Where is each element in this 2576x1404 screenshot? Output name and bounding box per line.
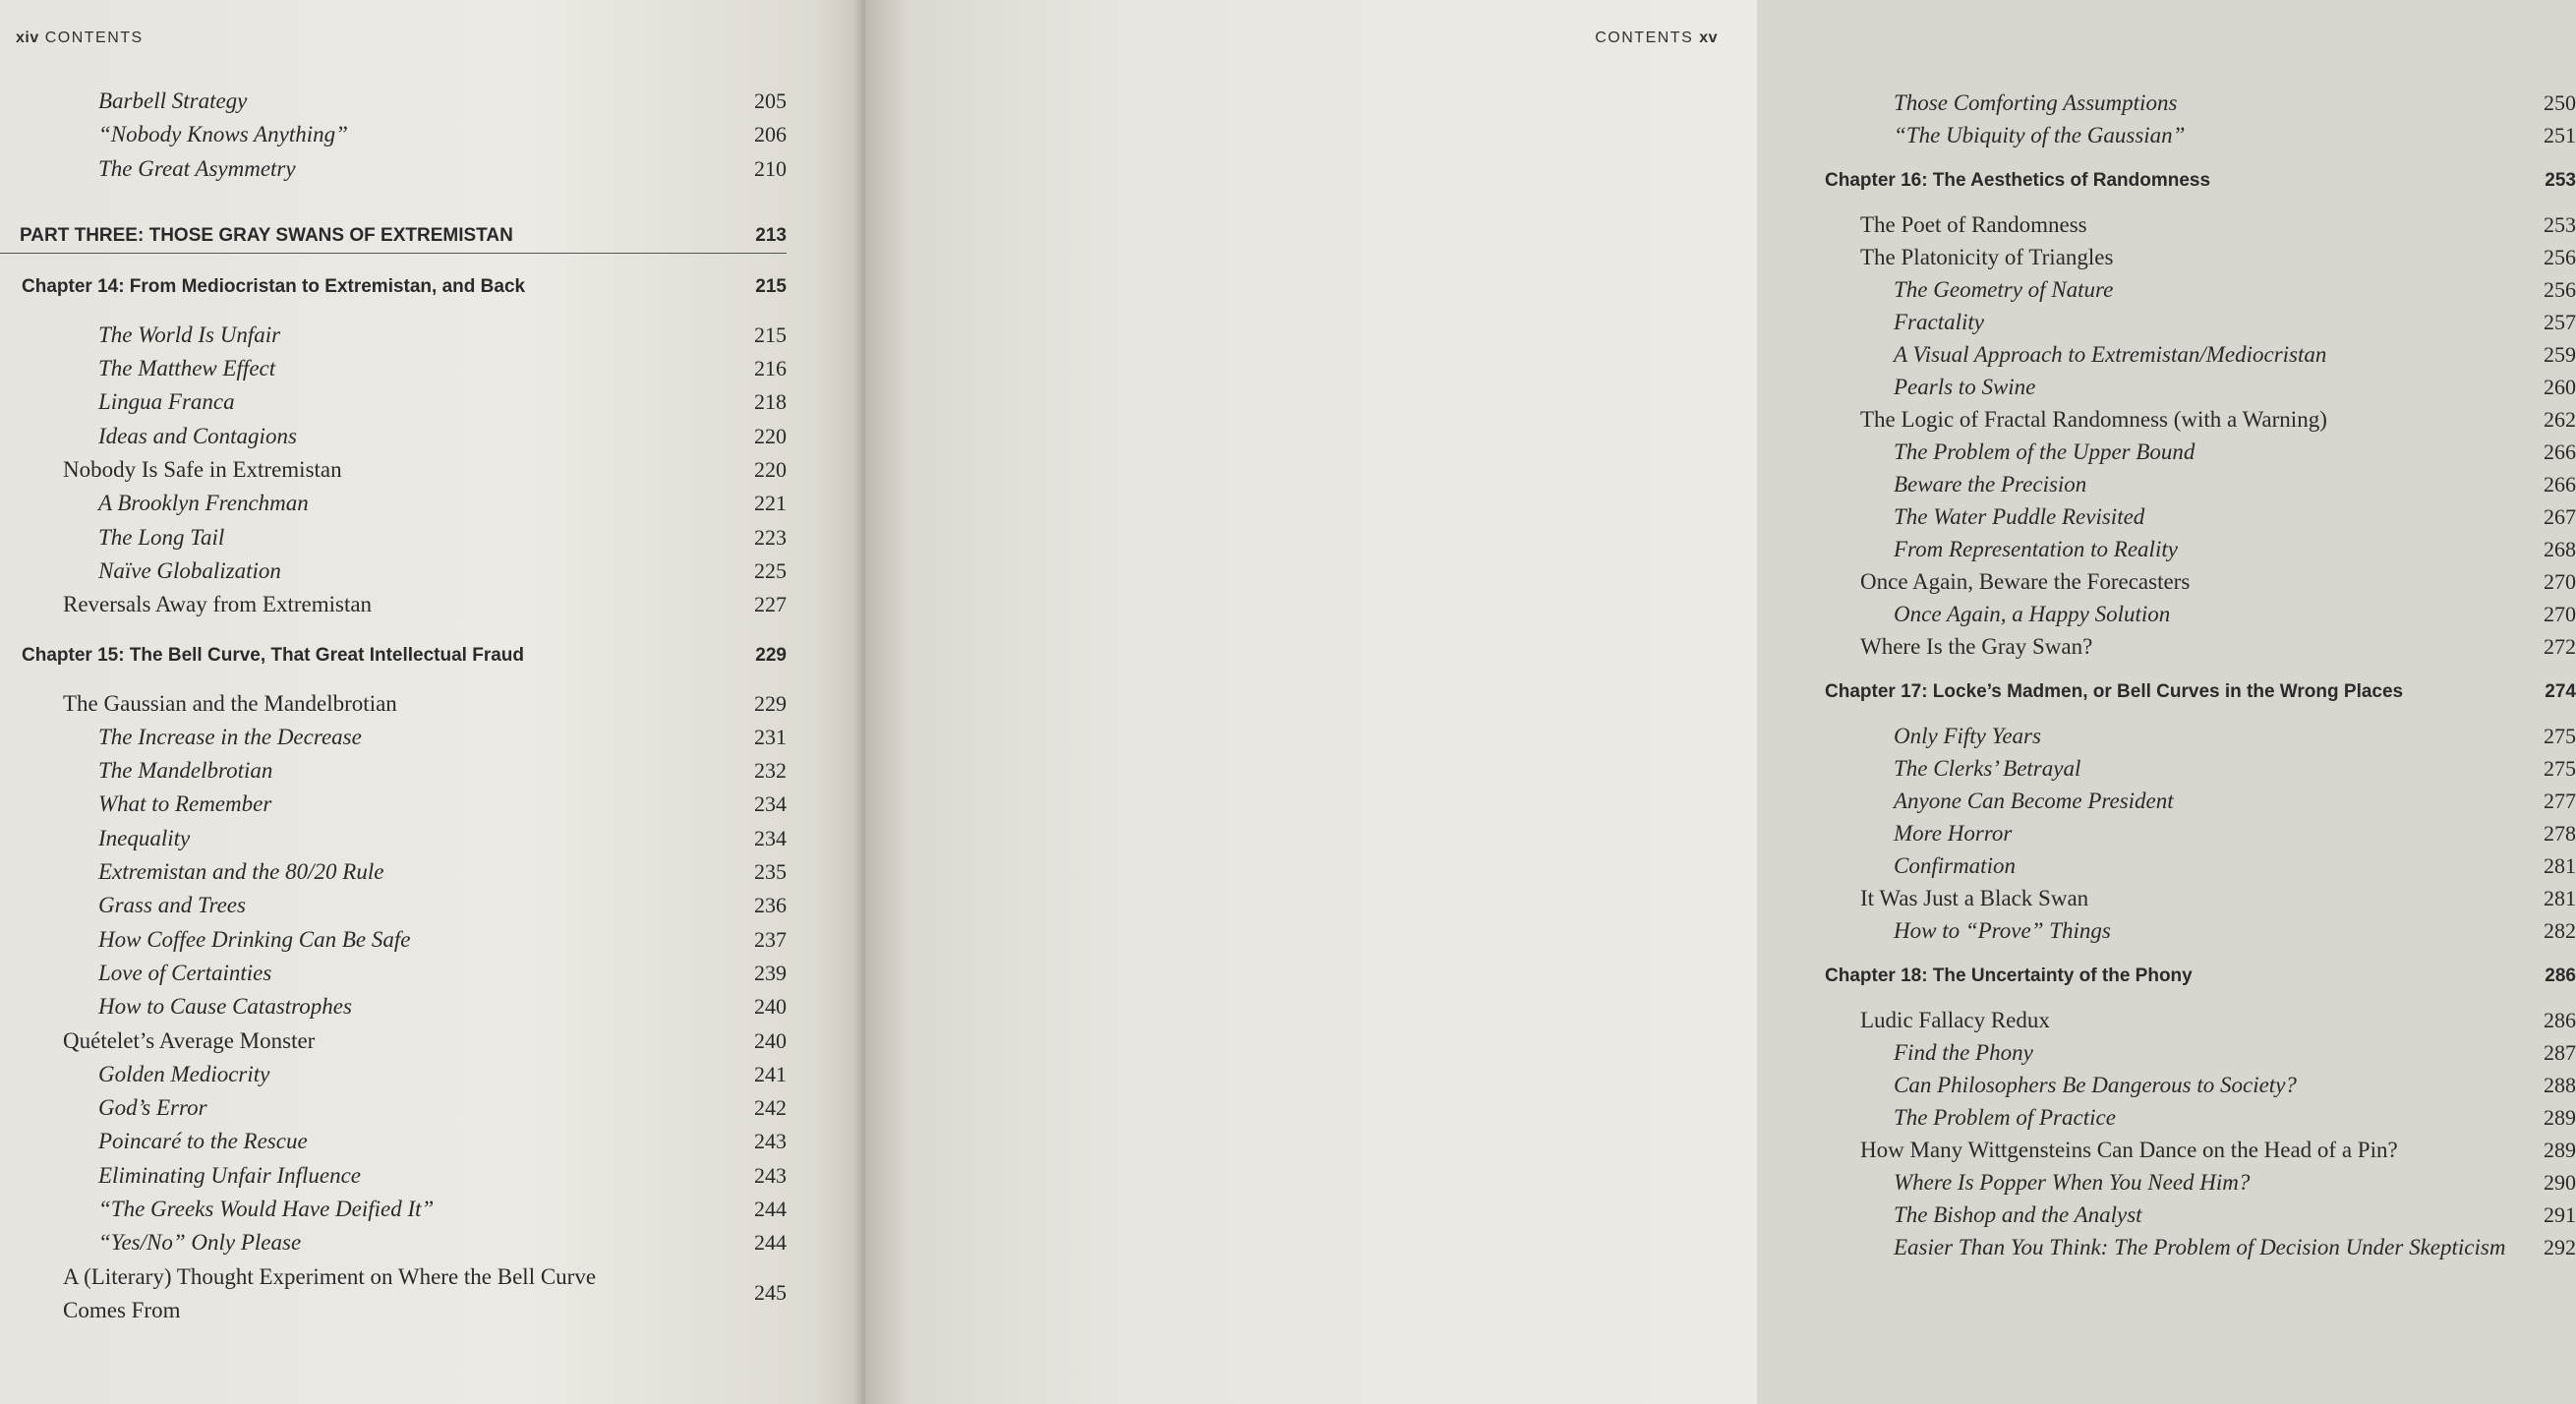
- toc-subsection: [1819, 119, 2576, 151]
- toc-page-number: 267: [2544, 504, 2576, 529]
- toc-title: God’s Error: [98, 1095, 207, 1121]
- toc-title: The Problem of the Upper Bound: [1894, 439, 2195, 464]
- toc-subsection: [0, 420, 787, 453]
- toc-page-number: 218: [754, 389, 787, 415]
- toc-subsection: [0, 385, 787, 419]
- toc-page-number: 253: [2545, 170, 2576, 191]
- toc-page-number: 270: [2544, 602, 2576, 626]
- toc-page-number: 266: [2544, 439, 2576, 464]
- toc-title: Love of Certainties: [98, 960, 272, 985]
- toc-subsection: [1819, 914, 2576, 947]
- toc-section: [0, 453, 787, 487]
- toc-subsection: [1819, 338, 2576, 371]
- toc-subsection: [1819, 436, 2576, 468]
- toc-subsection: [0, 1091, 787, 1125]
- toc-page-number: 274: [2545, 681, 2576, 702]
- toc-page-number: 260: [2544, 375, 2576, 399]
- toc-title: Easier Than You Think: The Problem of Decision Under Skepticism: [1894, 1235, 2506, 1259]
- toc-title: How to Cause Catastrophes: [98, 994, 352, 1020]
- toc-page-number: 231: [754, 724, 787, 749]
- toc-title: Chapter 14: From Mediocristan to Extremistan, and Back: [22, 275, 526, 297]
- toc-page-number: 242: [754, 1095, 787, 1121]
- toc-page-number: 292: [2544, 1235, 2576, 1259]
- toc-subsection: [1819, 371, 2576, 403]
- toc-title: It Was Just a Black Swan: [1860, 886, 2089, 910]
- toc-entry: [0, 1260, 787, 1327]
- toc-page-number: 290: [2544, 1170, 2576, 1195]
- toc-title: Once Again, Beware the Forecasters: [1860, 569, 2191, 594]
- toc-subsection: [0, 1125, 787, 1158]
- toc-page-number: 240: [754, 1027, 787, 1053]
- toc-subsection: [0, 319, 787, 352]
- toc-section: [1819, 403, 2576, 436]
- toc-page-number: 234: [754, 791, 787, 817]
- toc-title: Lingua Franca: [98, 389, 235, 415]
- toc-title: The Matthew Effect: [98, 356, 276, 381]
- toc-title: Anyone Can Become President: [1894, 789, 2174, 813]
- toc-chapter-heading: [0, 640, 787, 672]
- toc-title: The Poet of Randomness: [1860, 212, 2087, 237]
- toc-subsection: [1819, 87, 2576, 119]
- toc-section: [1819, 241, 2576, 273]
- left-toc-list: [0, 85, 787, 1327]
- toc-subsection: [1819, 1199, 2576, 1231]
- toc-page-number: 245: [754, 1279, 787, 1305]
- toc-subsection: [0, 1193, 787, 1226]
- toc-page-number: 229: [754, 690, 787, 716]
- right-running-title: CONTENTS: [1595, 29, 1694, 46]
- toc-page-number: 289: [2544, 1105, 2576, 1130]
- toc-page-number: 259: [2544, 342, 2576, 367]
- toc-title: The Bishop and the Analyst: [1894, 1202, 2142, 1227]
- right-running-head: [1595, 29, 1718, 47]
- toc-title: How to “Prove” Things: [1894, 918, 2111, 943]
- toc-page-number: 281: [2544, 853, 2576, 878]
- toc-title: The Geometry of Nature: [1894, 277, 2114, 302]
- toc-page-number: 227: [754, 592, 787, 617]
- toc-title: Barbell Strategy: [98, 88, 248, 113]
- toc-subsection: [0, 754, 787, 788]
- toc-title: Beware the Precision: [1894, 472, 2087, 497]
- toc-title: From Representation to Reality: [1894, 537, 2178, 561]
- toc-subsection: [0, 85, 787, 118]
- toc-section: [1819, 1134, 2576, 1166]
- toc-title: Inequality: [98, 825, 191, 850]
- toc-chapter-heading: [1819, 676, 2576, 708]
- toc-title: Poincaré to the Rescue: [98, 1129, 308, 1154]
- toc-title: Find the Phony: [1894, 1040, 2033, 1065]
- toc-section: [0, 687, 787, 721]
- toc-page-number: 243: [754, 1129, 787, 1154]
- toc-title: The Platonicity of Triangles: [1860, 245, 2114, 269]
- toc-title: The World Is Unfair: [98, 322, 281, 347]
- toc-page-number: 205: [754, 88, 787, 113]
- toc-subsection: [0, 721, 787, 754]
- left-page: [0, 0, 865, 1404]
- toc-subsection: [0, 1226, 787, 1259]
- toc-page-number: 210: [754, 155, 787, 181]
- toc-title: The Increase in the Decrease: [98, 724, 362, 749]
- toc-subsection: [0, 352, 787, 385]
- toc-title: A Brooklyn Frenchman: [98, 491, 309, 516]
- toc-title: Pearls to Swine: [1894, 375, 2036, 399]
- toc-subsection: [0, 990, 787, 1024]
- toc-subsection: [1819, 817, 2576, 849]
- toc-section: [1819, 1004, 2576, 1036]
- toc-subsection: [1819, 468, 2576, 500]
- toc-page-number: 286: [2545, 965, 2576, 986]
- toc-page-number: 240: [754, 994, 787, 1020]
- toc-title: “The Greeks Would Have Deified It”: [98, 1197, 435, 1222]
- toc-title: The Long Tail: [98, 524, 225, 550]
- toc-subsection: [1819, 1166, 2576, 1199]
- toc-page-number: 206: [754, 122, 787, 147]
- toc-page-number: 243: [754, 1162, 787, 1188]
- toc-title: Reversals Away from Extremistan: [63, 592, 373, 617]
- toc-title: Ludic Fallacy Redux: [1860, 1008, 2050, 1032]
- toc-page-number: 216: [754, 356, 787, 381]
- toc-subsection: [0, 118, 787, 151]
- toc-subsection: [1819, 1036, 2576, 1069]
- toc-page-number: 215: [754, 322, 787, 347]
- toc-title: The Gaussian and the Mandelbrotian: [63, 690, 397, 716]
- toc-subsection: [1819, 500, 2576, 533]
- toc-subsection: [0, 1058, 787, 1091]
- toc-subsection: [1819, 1101, 2576, 1134]
- toc-title: Confirmation: [1894, 853, 2016, 878]
- toc-page-number: 291: [2544, 1202, 2576, 1227]
- toc-subsection: [0, 521, 787, 555]
- right-folio: xv: [1699, 29, 1718, 46]
- right-toc-list: [1819, 87, 2576, 1263]
- toc-section: [1819, 630, 2576, 663]
- left-folio: xiv: [16, 29, 39, 46]
- toc-section: [1819, 208, 2576, 241]
- toc-section: [1819, 882, 2576, 914]
- toc-part-heading: [0, 219, 787, 254]
- toc-title: Extremistan and the 80/20 Rule: [98, 859, 384, 885]
- toc-page-number: 220: [754, 423, 787, 448]
- toc-title: Where Is Popper When You Need Him?: [1894, 1170, 2251, 1195]
- toc-page-number: 232: [754, 758, 787, 784]
- toc-subsection: [1819, 533, 2576, 565]
- toc-subsection: [1819, 720, 2576, 752]
- toc-title: Once Again, a Happy Solution: [1894, 602, 2171, 626]
- toc-title: Can Philosophers Be Dangerous to Society?: [1894, 1073, 2297, 1097]
- toc-page-number: 256: [2544, 277, 2576, 302]
- toc-title: How Many Wittgensteins Can Dance on the Head of a Pin?: [1860, 1138, 2398, 1162]
- toc-subsection: [1819, 1069, 2576, 1101]
- toc-subsection: [1819, 849, 2576, 882]
- toc-page-number: 244: [754, 1230, 787, 1256]
- toc-title: PART THREE: THOSE GRAY SWANS OF EXTREMISTAN: [20, 224, 513, 246]
- toc-subsection: [0, 855, 787, 889]
- toc-page-number: 225: [754, 557, 787, 583]
- toc-title: The Great Asymmetry: [98, 155, 296, 181]
- left-running-title: CONTENTS: [44, 29, 144, 46]
- toc-subsection: [1819, 273, 2576, 306]
- toc-title: “The Ubiquity of the Gaussian”: [1894, 123, 2186, 147]
- toc-title: Golden Mediocrity: [98, 1061, 270, 1086]
- toc-title: Chapter 17: Locke’s Madmen, or Bell Curves in the Wrong Places: [1825, 681, 2404, 702]
- toc-page-number: 220: [754, 457, 787, 483]
- toc-title: Chapter 15: The Bell Curve, That Great Intellectual Fraud: [22, 644, 525, 666]
- toc-page-number: 288: [2544, 1073, 2576, 1097]
- toc-title: The Water Puddle Revisited: [1894, 504, 2145, 529]
- toc-page-number: 281: [2544, 886, 2576, 910]
- toc-title: Ideas and Contagions: [98, 423, 297, 448]
- right-page: [865, 0, 2576, 1404]
- toc-page-number: 282: [2544, 918, 2576, 943]
- toc-section: [1819, 565, 2576, 598]
- toc-title: Grass and Trees: [98, 893, 246, 918]
- toc-subsection: [0, 1159, 787, 1193]
- toc-title: Fractality: [1894, 310, 1984, 334]
- toc-page-number: 278: [2544, 821, 2576, 846]
- toc-page-number: 270: [2544, 569, 2576, 594]
- toc-subsection: [0, 487, 787, 520]
- toc-chapter-heading: [0, 271, 787, 303]
- toc-page-number: 262: [2544, 407, 2576, 432]
- toc-subsection: [1819, 752, 2576, 785]
- toc-page-number: 221: [754, 491, 787, 516]
- toc-page-number: 253: [2544, 212, 2576, 237]
- toc-subsection: [0, 889, 787, 922]
- toc-subsection: [1819, 785, 2576, 817]
- toc-page-number: 250: [2544, 90, 2576, 115]
- toc-page-number: 251: [2544, 123, 2576, 147]
- toc-page-number: 213: [755, 224, 787, 246]
- toc-page-number: 234: [754, 825, 787, 850]
- toc-title: More Horror: [1894, 821, 2013, 846]
- toc-page-number: 215: [755, 275, 787, 297]
- toc-page-number: 275: [2544, 724, 2576, 748]
- toc-page-number: 235: [754, 859, 787, 885]
- toc-page-number: 236: [754, 893, 787, 918]
- toc-title-continued: Comes From: [63, 1297, 181, 1322]
- toc-page-number: 286: [2544, 1008, 2576, 1032]
- toc-title: Chapter 18: The Uncertainty of the Phony: [1825, 965, 2193, 986]
- toc-subsection: [1819, 306, 2576, 338]
- toc-subsection: [0, 555, 787, 588]
- toc-title: The Mandelbrotian: [98, 758, 273, 784]
- toc-page-number: 229: [755, 644, 787, 666]
- toc-page-number: 275: [2544, 756, 2576, 781]
- toc-title: Only Fifty Years: [1894, 724, 2041, 748]
- toc-title: Where Is the Gray Swan?: [1860, 634, 2093, 659]
- toc-subsection: [0, 822, 787, 855]
- toc-title: The Problem of Practice: [1894, 1105, 2116, 1130]
- toc-title: “Nobody Knows Anything”: [98, 122, 348, 147]
- toc-title: The Logic of Fractal Randomness (with a Warning): [1860, 407, 2327, 432]
- toc-page-number: 266: [2544, 472, 2576, 497]
- toc-title: Naïve Globalization: [98, 557, 281, 583]
- toc-page-number: 272: [2544, 634, 2576, 659]
- toc-page-number: 237: [754, 926, 787, 952]
- toc-chapter-heading: [1819, 165, 2576, 197]
- toc-page-number: 277: [2544, 789, 2576, 813]
- toc-subsection: [0, 788, 787, 821]
- toc-page-number: 287: [2544, 1040, 2576, 1065]
- toc-page-number: 223: [754, 524, 787, 550]
- toc-title: Eliminating Unfair Influence: [98, 1162, 362, 1188]
- toc-page-number: 257: [2544, 310, 2576, 334]
- toc-title: Quételet’s Average Monster: [63, 1027, 316, 1053]
- toc-page-number: 239: [754, 960, 787, 985]
- toc-title: The Clerks’ Betrayal: [1894, 756, 2081, 781]
- toc-title: Those Comforting Assumptions: [1894, 90, 2178, 115]
- toc-subsection: [1819, 598, 2576, 630]
- toc-page-number: 268: [2544, 537, 2576, 561]
- toc-subsection: [1819, 1231, 2576, 1263]
- toc-subsection: [0, 923, 787, 957]
- toc-title: Nobody Is Safe in Extremistan: [63, 457, 342, 483]
- toc-title: A Visual Approach to Extremistan/Mediocristan: [1894, 342, 2327, 367]
- toc-subsection: [0, 957, 787, 990]
- toc-title: Chapter 16: The Aesthetics of Randomness: [1825, 170, 2211, 191]
- toc-section: [0, 1024, 787, 1058]
- toc-title: “Yes/No” Only Please: [98, 1230, 302, 1256]
- toc-section: [0, 588, 787, 621]
- toc-page-number: 289: [2544, 1138, 2576, 1162]
- toc-subsection: [0, 152, 787, 186]
- toc-page-number: 256: [2544, 245, 2576, 269]
- toc-page-number: 244: [754, 1197, 787, 1222]
- left-running-head: [16, 29, 144, 47]
- toc-title: How Coffee Drinking Can Be Safe: [98, 926, 411, 952]
- toc-chapter-heading: [1819, 961, 2576, 992]
- toc-title: A (Literary) Thought Experiment on Where the Bell Curve: [63, 1263, 597, 1289]
- toc-page-number: 241: [754, 1061, 787, 1086]
- toc-title: What to Remember: [98, 791, 272, 817]
